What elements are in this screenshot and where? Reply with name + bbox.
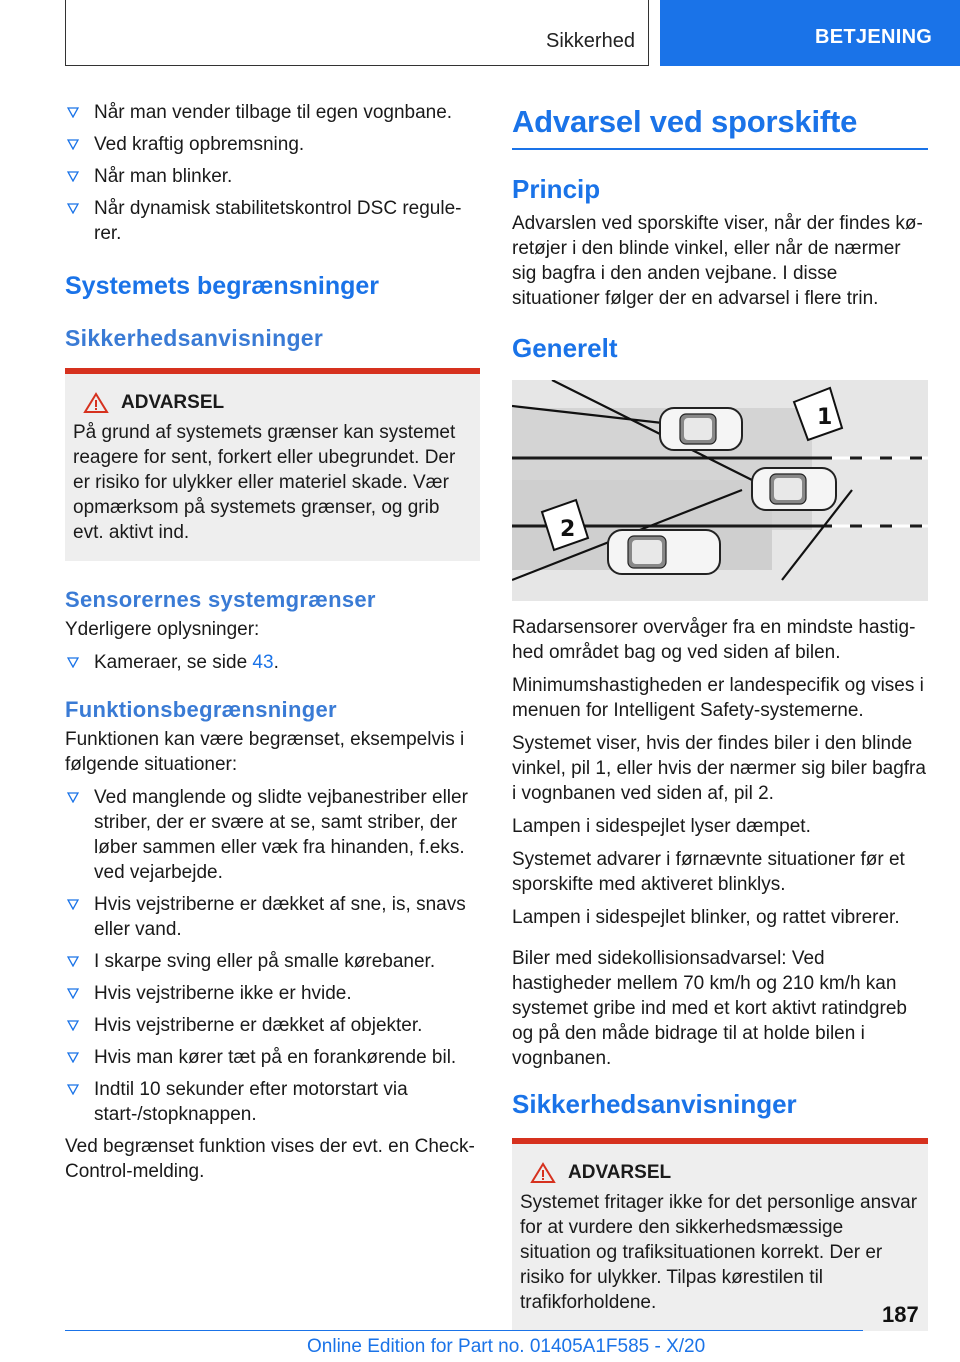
car-3	[608, 530, 720, 574]
bullet-triangle-icon	[67, 657, 79, 668]
heading-safety-notes: Sikkerhedsanvisninger	[65, 325, 324, 351]
sensor-intro: Yderligere oplysninger:	[65, 619, 260, 640]
warning-header	[530, 1162, 918, 1184]
bullet-triangle-icon	[67, 956, 79, 967]
list-item: Kameraer, se side 43.	[65, 650, 480, 675]
heading-principle: Princip	[512, 174, 601, 204]
page-number: 187	[882, 1302, 919, 1327]
bullet-triangle-icon	[67, 1084, 79, 1095]
warning-header	[83, 392, 470, 414]
header-chapter-tab[interactable]	[660, 0, 960, 66]
svg-text:1: 1	[817, 405, 833, 430]
footer-divider	[65, 1330, 863, 1331]
heading-underline	[512, 148, 928, 150]
right-column	[512, 104, 928, 1331]
heading-safety-notes-right: Sikkerhedsanvisninger	[512, 1089, 797, 1119]
warning-text: Systemet fritager ikke for det personlige ansvar for at vurdere den sikkerhedsmæssige situation og trafiksituationen korrekt. Der er risiko for ulykker. Tilpas kørestilen til trafikforholdene.	[520, 1192, 918, 1313]
bullet-triangle-icon	[67, 203, 79, 214]
warning-box	[65, 368, 480, 561]
top-bullet-list	[65, 100, 480, 246]
svg-text:2: 2	[560, 517, 576, 542]
heading-system-limits: Systemets begrænsninger	[65, 272, 379, 300]
function-bullet-list	[65, 785, 480, 1127]
paragraph: Biler med sidekollisionsadvarsel: Ved hastigheder mellem 70 km/h og 210 km/h kan systemet gribe ind med et kort aktivt ratindgreb og på den måde bidrage til at holde bilen i vognbanen.	[512, 948, 907, 1069]
sensor-bullet-list	[65, 650, 480, 675]
car-1	[660, 408, 742, 450]
bullet-triangle-icon	[67, 139, 79, 150]
paragraph: Lampen i sidespejlet lyser dæmpet.	[512, 816, 811, 837]
heading-lane-change-warning: Advarsel ved sporskifte	[512, 104, 858, 139]
paragraph: Minimumshastigheden er landespecifik og vises i menuen for Intelligent Safety-systemerne.	[512, 675, 924, 721]
list-item: Indtil 10 sekunder efter motorstart via start-/stopknappen.	[65, 1077, 480, 1127]
header-chapter-label: BETJENING	[815, 25, 933, 48]
bullet-triangle-icon	[67, 1052, 79, 1063]
list-item: Når man blinker.	[65, 164, 480, 189]
bullet-triangle-icon	[67, 171, 79, 182]
function-outro: Ved begrænset funktion vises der evt. en Check-Control-melding.	[65, 1136, 475, 1182]
car-2	[752, 468, 836, 510]
header-section-title: Sikkerhed	[546, 30, 635, 52]
bullet-triangle-icon	[67, 792, 79, 803]
principle-text: Advarslen ved sporskifte viser, når der findes kø-retøjer i den blinde vinkel, eller når de nærmer sig bagfra i den anden vejbane. I disse situationer følger der en advarsel i flere trin.	[512, 213, 923, 309]
list-item: Ved kraftig opbremsning.	[65, 132, 480, 157]
bullet-triangle-icon	[67, 988, 79, 999]
heading-general: Generelt	[512, 333, 618, 363]
warning-triangle-icon	[83, 392, 109, 414]
function-intro: Funktionen kan være begrænset, eksempelvis i følgende situationer:	[65, 729, 465, 775]
bullet-triangle-icon	[67, 107, 79, 118]
paragraph: Radarsensorer overvåger fra en mindste hastig-hed området bag og ved siden af bilen.	[512, 617, 916, 663]
heading-sensor-limits: Sensorernes systemgrænser	[65, 587, 376, 612]
footer-edition-text: Online Edition for Part no. 01405A1F585 - X/20	[307, 1336, 706, 1357]
heading-function-limits: Funktionsbegrænsninger	[65, 697, 337, 722]
list-item: I skarpe sving eller på smalle kørebaner.	[65, 949, 480, 974]
road-diagram	[512, 380, 928, 601]
list-item: Hvis vejstriberne ikke er hvide.	[65, 981, 480, 1006]
paragraph: Systemet viser, hvis der findes biler i den blinde vinkel, pil 1, eller hvis der nærmer sig biler bagfra i vognbanen ved siden af, pil 2.	[512, 733, 926, 804]
list-item: Hvis man kører tæt på en forankørende bil.	[65, 1045, 480, 1070]
warning-label: ADVARSEL	[568, 1162, 672, 1183]
lane-change-illustration	[512, 380, 928, 601]
warning-box	[512, 1138, 928, 1331]
bullet-triangle-icon	[67, 899, 79, 910]
warning-triangle-icon	[530, 1162, 556, 1184]
paragraph: Systemet advarer i førnævnte situationer før et sporskifte med aktiveret blinklys.	[512, 849, 905, 895]
list-item: Når dynamisk stabilitetskontrol DSC regule-rer.	[65, 196, 480, 246]
list-item: Hvis vejstriberne er dækket af sne, is, snavs eller vand.	[65, 892, 480, 942]
paragraph: Lampen i sidespejlet blinker, og rattet vibrerer.	[512, 907, 900, 928]
left-column	[65, 100, 480, 1192]
list-item: Hvis vejstriberne er dækket af objekter.	[65, 1013, 480, 1038]
list-item: Ved manglende og slidte vejbanestriber eller striber, der er svære at se, samt striber, der løber sammen eller væk fra hinanden, f.eks. ved vejarbejde.	[65, 785, 480, 885]
page-reference-link[interactable]: 43	[252, 652, 274, 673]
warning-text: På grund af systemets grænser kan systemet reagere for sent, forkert eller ubegrundet. Der er risiko for ulykker eller materiel skade. Vær opmærksom på systemets grænser, og grib evt. aktivt ind.	[73, 422, 456, 543]
list-item: Når man vender tilbage til egen vognbane.	[65, 100, 480, 125]
description-paragraphs	[512, 615, 928, 1071]
bullet-triangle-icon	[67, 1020, 79, 1031]
warning-label: ADVARSEL	[121, 392, 225, 413]
